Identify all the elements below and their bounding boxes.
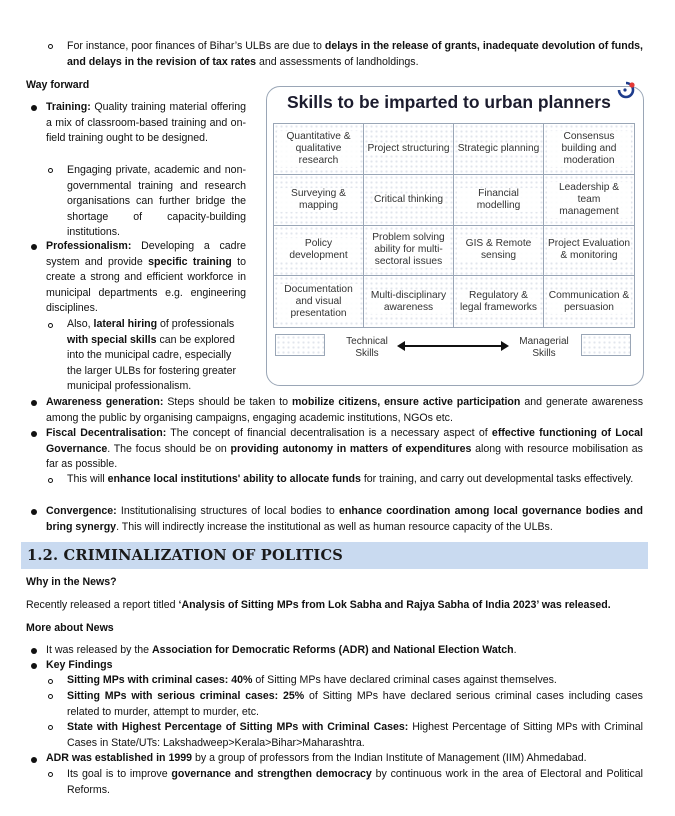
adr-goal-point: Its goal is to improve governance and strengthen democracy by continuous work in the area of Electoral and Political Reforms. [67,768,644,796]
fiscal-sub-point: This will enhance local institutions' ability to allocate funds for training, and carry out developmental tasks effectively. [67,473,634,485]
axis-left-box [275,334,325,356]
logo-icon [617,81,639,99]
skill-cell [544,276,634,327]
skill-cell-label: Critical thinking [373,193,444,205]
section-header-bar [21,542,648,569]
double-arrow-icon [397,341,509,351]
skills-axis [273,334,635,360]
skill-cell-label: Project structuring [367,142,450,154]
skill-cell-label: Regulatory & legal frameworks [457,290,540,314]
training-point: Training: Quality training material offering a mix of classroom-based training and on-field training ought to be designed. [46,101,246,144]
skill-cell [274,175,364,226]
way-forward-heading: Way forward [26,79,90,91]
why-in-news-heading: Why in the News? [26,576,117,588]
skill-cell-label: Policy development [277,238,360,262]
bullet-marker [31,757,37,763]
skill-cell-label: Surveying & mapping [277,188,360,212]
skill-cell [274,226,364,277]
skill-cell-label: Consensus building and moderation [547,131,631,167]
bullet-marker [31,431,37,437]
skill-cell-label: Problem solving ability for multi-sectoral issues [367,232,450,268]
awareness-point: Awareness generation: Steps should be taken to mobilize citizens, ensure active participation and generate awareness among the public by organising campaigns, engaging academic institutions, NGOs etc. [46,396,643,424]
professionalism-point: Professionalism: Developing a cadre system and provide specific training to create a strong and efficient workforce in municipal departments e.g. engineering disciplines. [46,240,246,314]
skill-cell-label: Communication & persuasion [548,289,630,313]
finding-criminal-cases: Sitting MPs with criminal cases: 40% of Sitting MPs have declared criminal cases against themselves. [67,674,557,686]
more-about-news-heading: More about News [26,622,114,634]
sub-bullet-marker [48,168,53,173]
sub-bullet-marker [48,725,53,730]
bullet-marker [31,648,37,654]
skill-cell-label: Multi-disciplinary awareness [367,290,450,314]
skill-cell [364,276,454,327]
released-by-point: It was released by the Association for Democratic Reforms (ADR) and National Election Watch. [46,644,517,656]
skill-cell [454,175,544,226]
sub-bullet-marker [48,694,53,699]
skill-cell [364,124,454,175]
skill-cell [364,226,454,277]
bullet-marker [31,105,37,111]
skill-cell-label: Documentation and visual presentation [277,284,360,320]
sub-bullet-marker [48,44,53,49]
sub-bullet-marker [48,679,53,684]
skill-cell [274,124,364,175]
skill-cell [364,175,454,226]
skill-cell-label: GIS & Remote sensing [457,238,540,262]
skill-cell [454,276,544,327]
bullet-marker [31,663,37,669]
skill-cell [544,124,634,175]
skill-cell [454,226,544,277]
axis-right-box [581,334,631,356]
skill-cell-label: Financial modelling [457,188,540,212]
finding-highest-state: State with Highest Percentage of Sitting MPs with Criminal Cases: Highest Percentage of Sitting MPs with Criminal Cases in State/UTs: Lakshadweep>Kerala>Bihar>Maharashtra. [67,721,644,749]
professionalism-sub-point: Also, lateral hiring of professionals with special skills can be explored into the municipal cadre, especially the larger ULBs for fostering greater municipal professionalism. [67,318,236,392]
bullet-marker [31,509,37,515]
axis-left-label: Technical Skills [346,336,388,359]
skill-cell [454,124,544,175]
finding-serious-cases: Sitting MPs with serious criminal cases: 25% of Sitting MPs have declared serious criminal cases including cases related to murder, attempt to murder, etc. [67,690,643,718]
skills-infographic [266,86,644,386]
skill-cell-label: Project Evaluation & monitoring [547,238,631,262]
skill-cell [274,276,364,327]
skill-cell-label: Strategic planning [457,142,540,154]
section-title: 1.2. CRIMINALIZATION OF POLITICS [27,547,344,564]
skill-cell [544,175,634,226]
skill-cell-label: Quantitative & qualitative research [277,131,360,167]
key-findings-label: Key Findings [46,659,113,671]
adr-established-point: ADR was established in 1999 by a group of professors from the Indian Institute of Management (IIM) Ahmedabad. [46,752,587,764]
fiscal-point: Fiscal Decentralisation: The concept of financial decentralisation is a necessary aspect of effective functioning of Local Governance. The focus should be on providing autonomy in matters of expenditures along with resource mobilisation as far as possible. [46,427,643,470]
axis-right-label: Managerial Skills [519,336,569,359]
convergence-point: Convergence: Institutionalising structures of local bodies to enhance coordination among local governance bodies and bring synergy. This will indirectly increase the institutional as well as human resource capacity of the ULBs. [46,505,643,533]
infographic-title: Skills to be imparted to urban planners [287,92,611,112]
sub-bullet-marker [48,323,53,328]
training-sub-point: Engaging private, academic and non-governmental training and research organisations can further bridge the shortage of capacity-building institutions. [67,164,246,238]
skill-cell-label: Leadership & team management [547,182,631,218]
intro-sub-bullet: For instance, poor finances of Bihar’s ULBs are due to delays in the release of grants, inadequate devolution of funds, and delays in the revision of tax rates and assessments of landholdings. [67,40,643,68]
skill-cell [544,226,634,277]
bullet-marker [31,400,37,406]
why-in-news-text: Recently released a report titled ‘Analysis of Sitting MPs from Lok Sabha and Rajya Sabha of India 2023’ was released. [26,599,611,611]
skills-grid [273,123,635,328]
sub-bullet-marker [48,478,53,483]
bullet-marker [31,244,37,250]
sub-bullet-marker [48,772,53,777]
